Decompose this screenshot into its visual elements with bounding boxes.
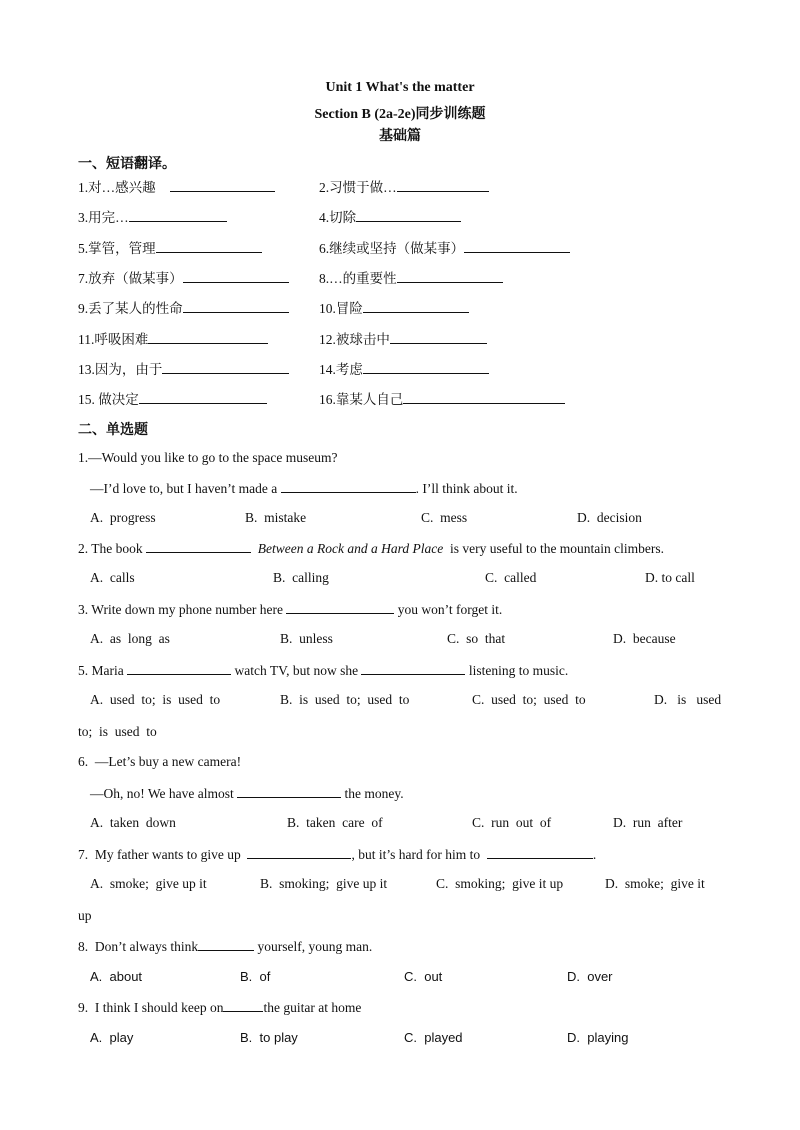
phrase-item: 13.因为，由于 [78,358,289,378]
question-1-stem: 1.—Would you like to go to the space museum? [78,450,338,465]
question-3-option-c: C. so that [447,631,506,646]
question-6-option-c: C. run out of [472,815,552,830]
question-8-option-a: A. about [90,969,143,984]
question-2-stem: 2. The book Between a Rock and a Hard Place is very useful to the mountain climbers. [78,541,665,556]
phrase-item: 1.对…感兴趣 [78,176,275,196]
question-3-option-a: A. as long as [90,631,170,646]
phrase-item: 7.放弃（做某事） [78,267,289,287]
question-9-option-d: D. playing [567,1030,629,1045]
book-title: Between a Rock and a Hard Place [257,541,444,556]
question-8-stem: 8. Don’t always think yourself, young man. [78,939,373,954]
question-2-option-d: D. to call [645,570,695,585]
phrase-item: 10.冒险 [319,297,469,317]
question-7-option-c: C. smoking; give it up [436,876,564,891]
phrase-item: 5.掌管，管理 [78,237,262,257]
level-title: 基础篇 [379,129,421,144]
section-title: Section B (2a-2e)同步训练题 [314,107,486,122]
section-2-heading: 二、单选题 [78,423,148,438]
question-2-option-a: A. calls [90,570,135,585]
phrase-item: 3.用完… [78,206,227,226]
question-9-option-b: B. to play [240,1030,298,1045]
question-6-option-a: A. taken down [90,815,176,830]
question-5-option-c: C. used to; used to [472,692,586,707]
question-8-option-b: B. of [240,969,271,984]
question-5-option-d-wrap: to; is used to [78,724,157,739]
phrase-item: 9.丢了某人的性命 [78,297,289,317]
phrase-item: 11.呼吸困难 [78,328,268,348]
question-7-option-a: A. smoke; give up it [90,876,207,891]
question-9-option-a: A. play [90,1030,134,1045]
phrase-item: 15. 做决定 [78,388,267,408]
question-3-option-b: B. unless [280,631,333,646]
phrase-item: 12.被球击中 [319,328,487,348]
question-8-option-d: D. over [567,969,613,984]
phrase-item: 14.考虑 [319,358,489,378]
phrase-item: 8.…的重要性 [319,267,503,287]
question-8-option-c: C. out [404,969,443,984]
question-2-option-c: C. called [485,570,537,585]
question-1-option-d: D. decision [577,510,642,525]
question-7-option-d-wrap: up [78,908,92,923]
phrase-item: 4.切除 [319,206,461,226]
question-5-stem: 5. Maria watch TV, but now she listening to music. [78,663,569,678]
question-6-option-b: B. taken care of [287,815,383,830]
question-5-option-b: B. is used to; used to [280,692,410,707]
section-1-heading: 一、短语翻译。 [78,157,176,172]
question-1-option-b: B. mistake [245,510,307,525]
question-6-stem: 6. —Let’s buy a new camera! [78,754,242,769]
unit-title: Unit 1 What's the matter [325,80,475,95]
question-6-option-d: D. run after [613,815,683,830]
phrase-item: 6.继续或坚持（做某事） [319,237,570,257]
question-6-line2: —Oh, no! We have almost the money. [90,786,404,801]
question-1-option-c: C. mess [421,510,468,525]
question-5-option-a: A. used to; is used to [90,692,221,707]
question-3-stem: 3. Write down my phone number here you won’t forget it. [78,602,503,617]
phrase-item: 16.靠某人自己 [319,388,565,408]
question-1-option-a: A. progress [90,510,156,525]
phrase-item: 2.习惯于做… [319,176,489,196]
question-7-option-d: D. smoke; give it [605,876,705,891]
question-7-stem: 7. My father wants to give up , but it’s hard for him to . [78,847,597,862]
question-9-option-c: C. played [404,1030,463,1045]
question-3-option-d: D. because [613,631,676,646]
question-2-option-b: B. calling [273,570,329,585]
question-7-option-b: B. smoking; give up it [260,876,388,891]
question-9-stem: 9. I think I should keep on the guitar at home [78,1000,362,1015]
question-5-option-d: D. is used [654,692,722,707]
question-1-line2: —I’d love to, but I haven’t made a . I’ll think about it. [90,481,518,496]
